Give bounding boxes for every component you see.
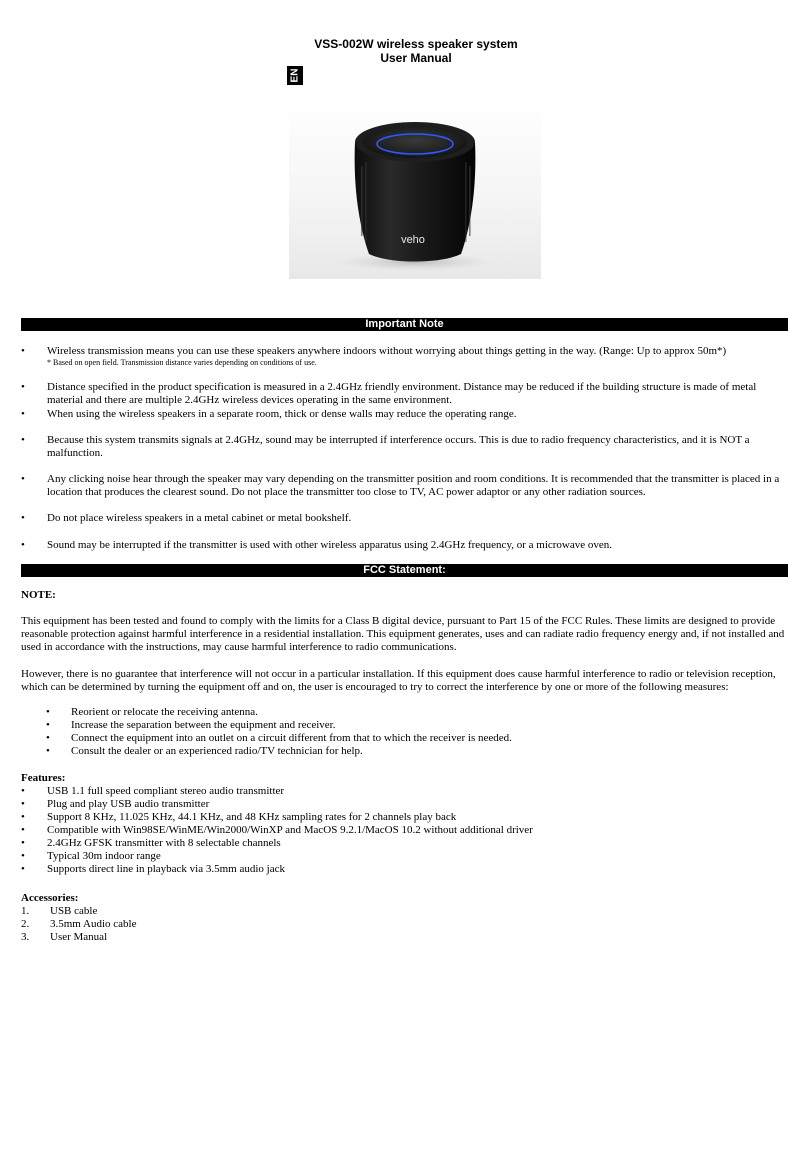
fcc-note-label: NOTE: [21,589,56,601]
important-note-heading: Important Note [21,318,788,331]
bullet: • [21,512,25,524]
bullet: • [21,473,25,485]
important-note-item-1: • Wireless transmission means you can use these speakers anywhere indoors without worrying about things getting in the way. (Range: Up to approx 50m*) * Based on open field. Transmission distance varies depending on conditions of use. [21,345,727,367]
list-item: 3. User Manual [21,931,108,943]
list-item: 1. USB cable [21,905,98,917]
accessories-heading: Accessories: [21,892,79,904]
important-note-item-6: • Do not place wireless speakers in a metal cabinet or metal bookshelf. [21,512,352,524]
important-note-item-4: • Because this system transmits signals at 2.4GHz, sound may be interrupted if interference occurs. This is due to radio frequency characteristics, and it is NOT a malfunction. [21,434,750,459]
features-section [21,772,788,876]
fcc-paragraph-2: However, there is no guarantee that interference will not occur in a particular installation. If this equipment does cause harmful interference to radio or television reception, which can be determined by turning the equipment off and on, the user is encouraged to try to correct the interference by one or more of the following measures: [21,668,776,693]
list-item: • Increase the separation between the equipment and receiver. [46,719,336,731]
document-title [0,37,808,65]
list-item: • Consult the dealer or an experienced radio/TV technician for help. [46,745,363,757]
fcc-measures-list [21,706,788,758]
list-item: • Supports direct line in playback via 3.5mm audio jack [21,863,285,875]
important-note-item-7: • Sound may be interrupted if the transmitter is used with other wireless apparatus using 2.4GHz frequency, or a microwave oven. [21,539,613,551]
bullet: • [21,381,25,393]
accessories-section [21,892,788,944]
fcc-statement-heading: FCC Statement: [21,564,788,577]
features-heading: Features: [21,772,66,784]
brand-logo: veho [401,234,425,246]
important-note-item-5: • Any clicking noise hear through the speaker may vary depending on the transmitter position and room conditions. It is recommended that the transmitter is placed in a location that produces the clearest sound. Do not place the transmitter too close to TV, AC power adaptor or any other radiation sources. [21,473,780,498]
bullet: • [21,345,25,357]
list-item: • Typical 30m indoor range [21,850,161,862]
bullet: • [21,408,25,420]
list-item: • 2.4GHz GFSK transmitter with 8 selectable channels [21,837,281,849]
language-tab-label: EN [289,68,301,83]
list-item: 2. 3.5mm Audio cable [21,918,137,930]
list-item: • Connect the equipment into an outlet on a circuit different from that to which the receiver is needed. [46,732,512,744]
footnote: * Based on open field. Transmission distance varies depending on conditions of use. [47,358,317,367]
title-line-2: User Manual [380,51,452,65]
bullet: • [21,539,25,551]
list-item: • Reorient or relocate the receiving antenna. [46,706,258,718]
fcc-paragraph-1: This equipment has been tested and found to comply with the limits for a Class B digital device, pursuant to Part 15 of the FCC Rules. These limits are designed to provide reasonable protection against harmful interference in a residential installation. This equipment generates, uses and can radiate radio frequency energy and, if not installed and used in accordance with the instructions, may cause harmful interference to radio communications. [21,615,785,653]
bullet: • [21,434,25,446]
list-item: • Compatible with Win98SE/WinME/Win2000/WinXP and MacOS 9.2.1/MacOS 10.2 without additional driver [21,824,533,836]
list-item: • Plug and play USB audio transmitter [21,798,210,810]
product-photo [289,96,541,279]
speaker-illustration [289,96,541,279]
list-item: • Support 8 KHz, 11.025 KHz, 44.1 KHz, and 48 KHz sampling rates for 2 channels play back [21,811,457,823]
language-tab [287,66,303,85]
title-line-1: VSS-002W wireless speaker system [314,37,518,51]
important-note-item-2: • Distance specified in the product specification is measured in a 2.4GHz friendly environment. Distance may be reduced if the building structure is made of metal material and there are multiple 2.4GHz wireless devices operating in the same environment. [21,381,757,406]
list-item: • USB 1.1 full speed compliant stereo audio transmitter [21,785,285,797]
important-note-item-3: • When using the wireless speakers in a separate room, thick or dense walls may reduce the operating range. [21,408,517,420]
